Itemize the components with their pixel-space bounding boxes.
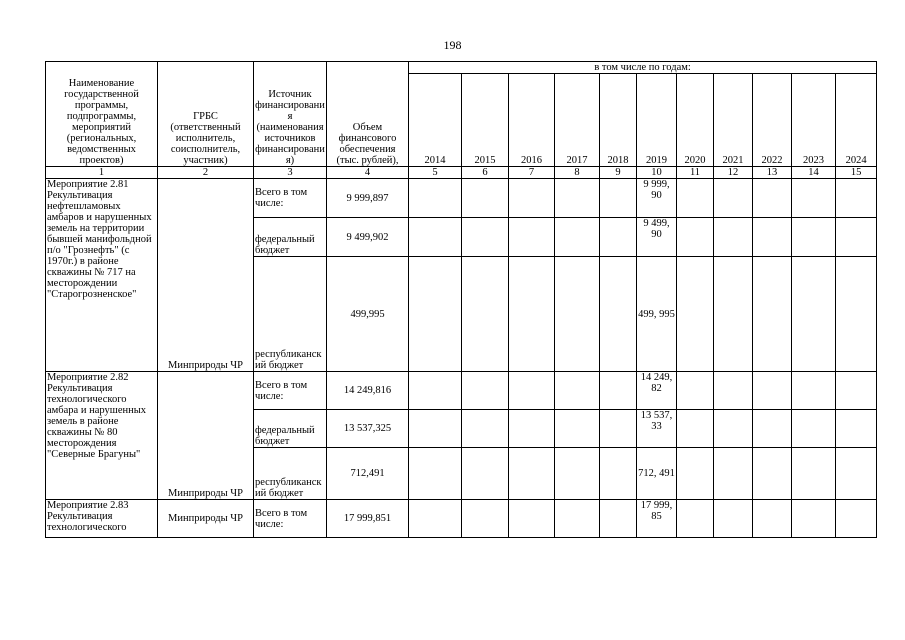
- value-2019: 14 249, 82: [637, 372, 677, 410]
- funding-total: 13 537,325: [327, 410, 409, 448]
- value-2019: 9 999, 90: [637, 179, 677, 218]
- measure-name: Мероприятие 2.82 Рекультивация технологического амбара и нарушенных земель в районе скважины № 80 месторождения "Северные Брагуны": [46, 372, 158, 500]
- measure-name: Мероприятие 2.83 Рекультивация технологического: [46, 500, 158, 538]
- header-row-1: [46, 62, 877, 74]
- header-funding-source: Источник финансирования (наименования источников финансирования): [254, 62, 327, 167]
- column-number: 7: [509, 167, 555, 179]
- value-2019: 9 499, 90: [637, 218, 677, 257]
- header-year: 2020: [677, 74, 714, 167]
- header-year: 2014: [409, 74, 462, 167]
- header-year: 2024: [836, 74, 877, 167]
- funding-source: республиканский бюджет: [254, 448, 327, 500]
- funding-total: 9 499,902: [327, 218, 409, 257]
- measure-grbs: Минприроды ЧР: [158, 500, 254, 538]
- value-2019: 712, 491: [637, 448, 677, 500]
- column-number: 1: [46, 167, 158, 179]
- header-year: 2015: [462, 74, 509, 167]
- column-number: 14: [792, 167, 836, 179]
- header-year: 2019: [637, 74, 677, 167]
- column-number: 8: [555, 167, 600, 179]
- column-number: 5: [409, 167, 462, 179]
- page-number: 198: [443, 38, 462, 52]
- header-grbs: ГРБС (ответственный исполнитель, соисполнитель, участник): [158, 62, 254, 167]
- funding-source: Всего в том числе:: [254, 500, 327, 538]
- column-number: 6: [462, 167, 509, 179]
- header-year: 2017: [555, 74, 600, 167]
- funding-source: Всего в том числе:: [254, 372, 327, 410]
- column-number: 4: [327, 167, 409, 179]
- column-number: 10: [637, 167, 677, 179]
- header-program-name: Наименование государственной программы, подпрограммы, мероприятий (региональных, ведомственных проектов): [46, 62, 158, 167]
- header-years-caption: в том числе по годам:: [409, 62, 877, 74]
- column-number: 12: [714, 167, 753, 179]
- header-year: 2021: [714, 74, 753, 167]
- column-number: 13: [753, 167, 792, 179]
- column-number: 9: [600, 167, 637, 179]
- funding-source: федеральный бюджет: [254, 410, 327, 448]
- table-row: [46, 372, 877, 410]
- funding-source: федеральный бюджет: [254, 218, 327, 257]
- funding-total: 17 999,851: [327, 500, 409, 538]
- measure-name: Мероприятие 2.81 Рекультивация нефтешламовых амбаров и нарушенных земель на территории бывшей манифольдной п/о "Грознефть" (с 1970г.) в районе скважины № 717 на месторождении "Старогрозненское": [46, 179, 158, 372]
- funding-total: 712,491: [327, 448, 409, 500]
- column-number: 3: [254, 167, 327, 179]
- header-year: 2022: [753, 74, 792, 167]
- funding-source: республиканский бюджет: [254, 257, 327, 372]
- header-year: 2018: [600, 74, 637, 167]
- value-2019: 499, 995: [637, 257, 677, 372]
- header-funding-volume: Объем финансового обеспечения (тыс. рублей),: [327, 62, 409, 167]
- column-number: 2: [158, 167, 254, 179]
- measure-grbs: Минприроды ЧР: [158, 372, 254, 500]
- funding-source: Всего в том числе:: [254, 179, 327, 218]
- header-year: 2016: [509, 74, 555, 167]
- funding-total: 499,995: [327, 257, 409, 372]
- value-2019: 17 999, 85: [637, 500, 677, 538]
- table-row: [46, 179, 877, 218]
- value-2019: 13 537, 33: [637, 410, 677, 448]
- column-numbers-row: [46, 167, 877, 179]
- column-number: 11: [677, 167, 714, 179]
- funding-total: 9 999,897: [327, 179, 409, 218]
- financing-table: [45, 61, 877, 538]
- measure-grbs: Минприроды ЧР: [158, 179, 254, 372]
- header-year: 2023: [792, 74, 836, 167]
- table-row: [46, 500, 877, 538]
- column-number: 15: [836, 167, 877, 179]
- funding-total: 14 249,816: [327, 372, 409, 410]
